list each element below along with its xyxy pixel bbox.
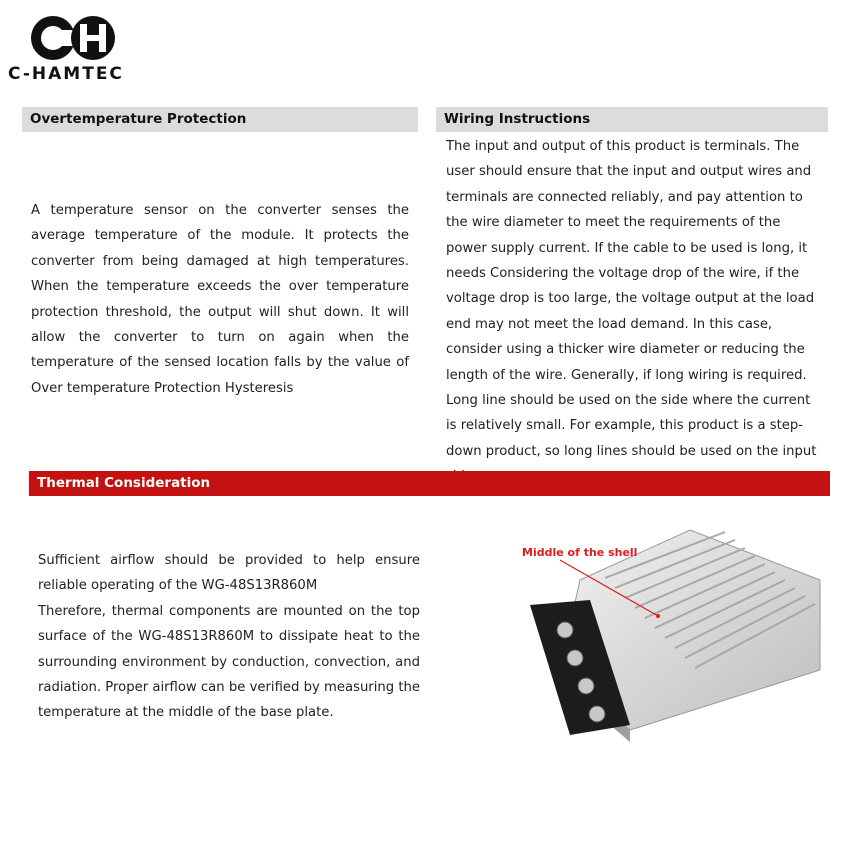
thermal-body bbox=[38, 548, 420, 726]
wiring-body: The input and output of this product is terminals. The user should ensure that the input and output wires and terminals are connected reliably, and pay attention to the wire diameter to meet the requirements of the power supply current. If the cable to be used is long, it needs Considering the voltage drop of the wire, if the voltage drop is too large, the voltage output at the load end may not meet the load demand. In this case, consider using a thicker wire diameter or reducing the length of the wire. Generally, if long wiring is required. Long line should be used on the side where the current is relatively small. For example, this product is a step-down product, so long lines should be used on the input bbox=[446, 139, 817, 459]
brand-logo bbox=[8, 8, 158, 88]
thermal-heading: Thermal Consideration bbox=[29, 471, 830, 496]
wiring-heading: Wiring Instructions bbox=[436, 107, 828, 132]
brand-name: C-HAMTEC bbox=[8, 64, 124, 84]
thermal-body-line1: Sufficient airflow should be provided to help ensure reliable operating of the WG-48S13R860M bbox=[38, 553, 420, 594]
photo-callout: Middle of the shell bbox=[522, 546, 638, 559]
thermal-body-line2: Therefore, thermal components are mounted on the top surface of the WG-48S13R860M to dissipate heat to the surrounding environment by conduction, convection, and radiation. Proper airflow can be verified by measuring the temperature at the middle of the base plate. bbox=[38, 603, 420, 721]
overtemp-heading: Overtemperature Protection bbox=[22, 107, 418, 132]
overtemp-body: A temperature sensor on the converter senses the average temperature of the module. It protects the converter from being damaged at high temperatures. When the temperature exceeds the over temperature protection threshold, the output will shut down. It will allow the converter to turn on again when the temperature of the sensed location falls by the value of Over temperature Protection Hysteresis bbox=[31, 203, 409, 396]
ch-logo-mark bbox=[8, 8, 158, 64]
